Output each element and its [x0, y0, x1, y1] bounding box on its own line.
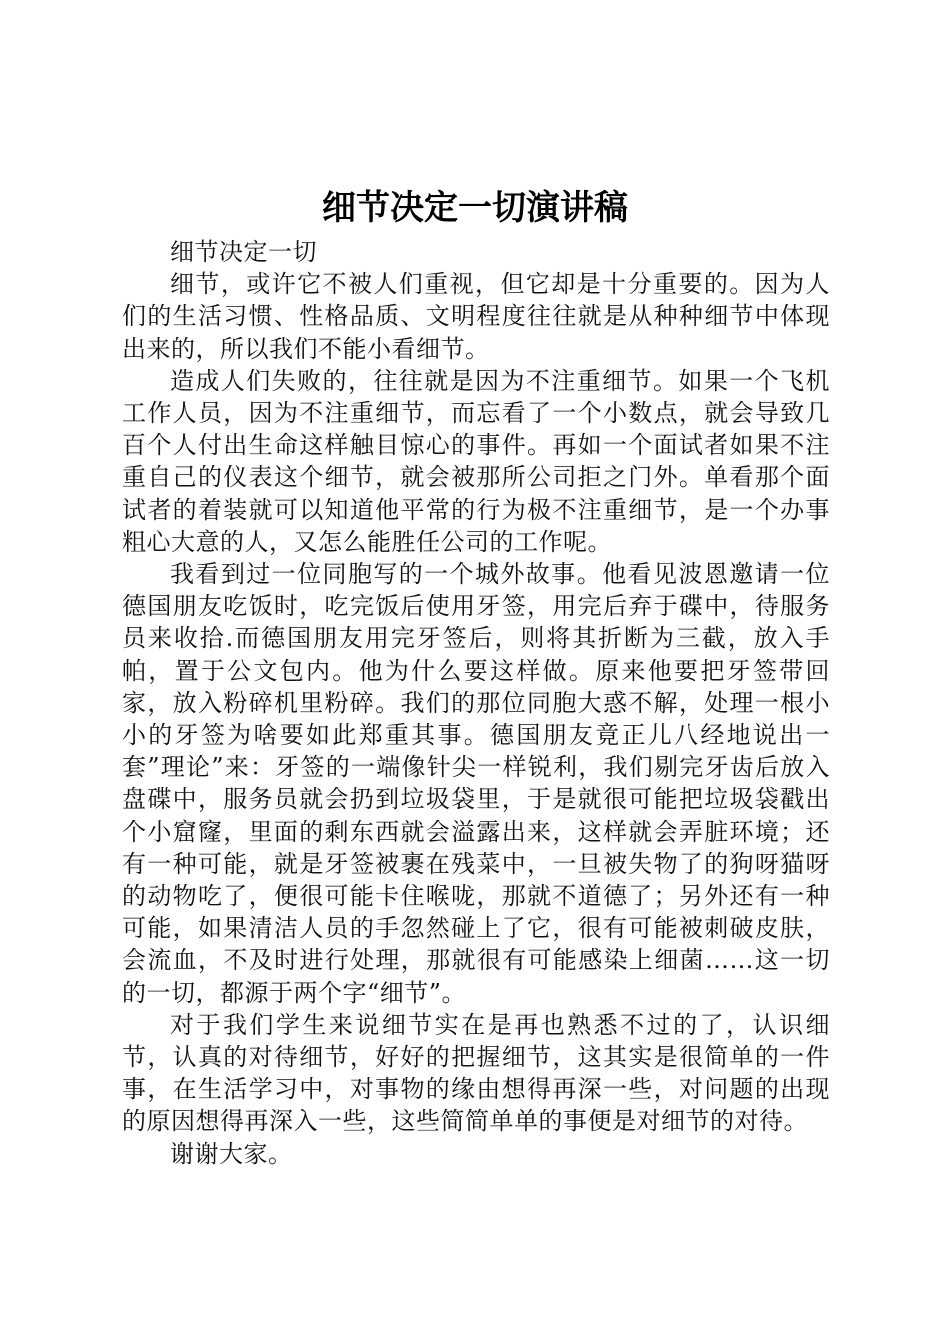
document-body: [122, 236, 830, 1170]
paragraph: 对于我们学生来说细节实在是再也熟悉不过的了，认识细节，认真的对待细节，好好的把握细节，这其实是很简单的一件事，在生活学习中，对事物的缘由想得再深一些，对问题的出现的原因想得再深入一些，这些简简单单的事便是对细节的对待。: [122, 1010, 830, 1136]
paragraph: 我看到过一位同胞写的一个城外故事。他看见波恩邀请一位德国朋友吃饭时，吃完饭后使用牙签，用完后弃于碟中，待服务员来收拾.而德国朋友用完牙签后，则将其折断为三截，放入手帕，置于公文包内。他为什么要这样做。原来他要把牙签带回家，放入粉碎机里粉碎。我们的那位同胞大惑不解，处理一根小小的牙签为啥要如此郑重其事。德国朋友竟正儿八经地说出一套”理论”来：牙签的一端像针尖一样锐利，我们剔完牙齿后放入盘碟中，服务员就会扔到垃圾袋里，于是就很可能把垃圾袋戳出个小窟窿，里面的剩东西就会溢露出来，这样就会弄脏环境；还有一种可能，就是牙签被裹在残菜中，一旦被失物了的狗呀猫呀的动物吃了，便很可能卡住喉咙，那就不道德了；另外还有一种可能，如果清洁人员的手忽然碰上了它，很有可能被刺破皮肤，会流血，不及时进行处理，那就很有可能感染上细菌……这一切的一切，都源于两个字“细节”。: [122, 560, 830, 1007]
document-title: 细节决定一切演讲稿: [322, 188, 628, 228]
paragraph-closing: 谢谢大家。: [170, 1139, 293, 1168]
paragraph-subtitle: 细节决定一切: [170, 238, 317, 266]
paragraph: 造成人们失败的，往往就是因为不注重细节。如果一个飞机工作人员，因为不注重细节，而忘看了一个小数点，就会导致几百个人付出生命这样触目惊心的事件。再如一个面试者如果不注重自己的仪表这个细节，就会被那所公司拒之门外。单看那个面试者的着装就可以知道他平常的行为极不注重细节，是一个办事粗心大意的人，又怎么能胜任公司的工作呢。: [122, 366, 830, 556]
paragraph: 细节，或许它不被人们重视，但它却是十分重要的。因为人们的生活习惯、性格品质、文明程度往往就是从种种细节中体现出来的，所以我们不能小看细节。: [122, 270, 830, 363]
